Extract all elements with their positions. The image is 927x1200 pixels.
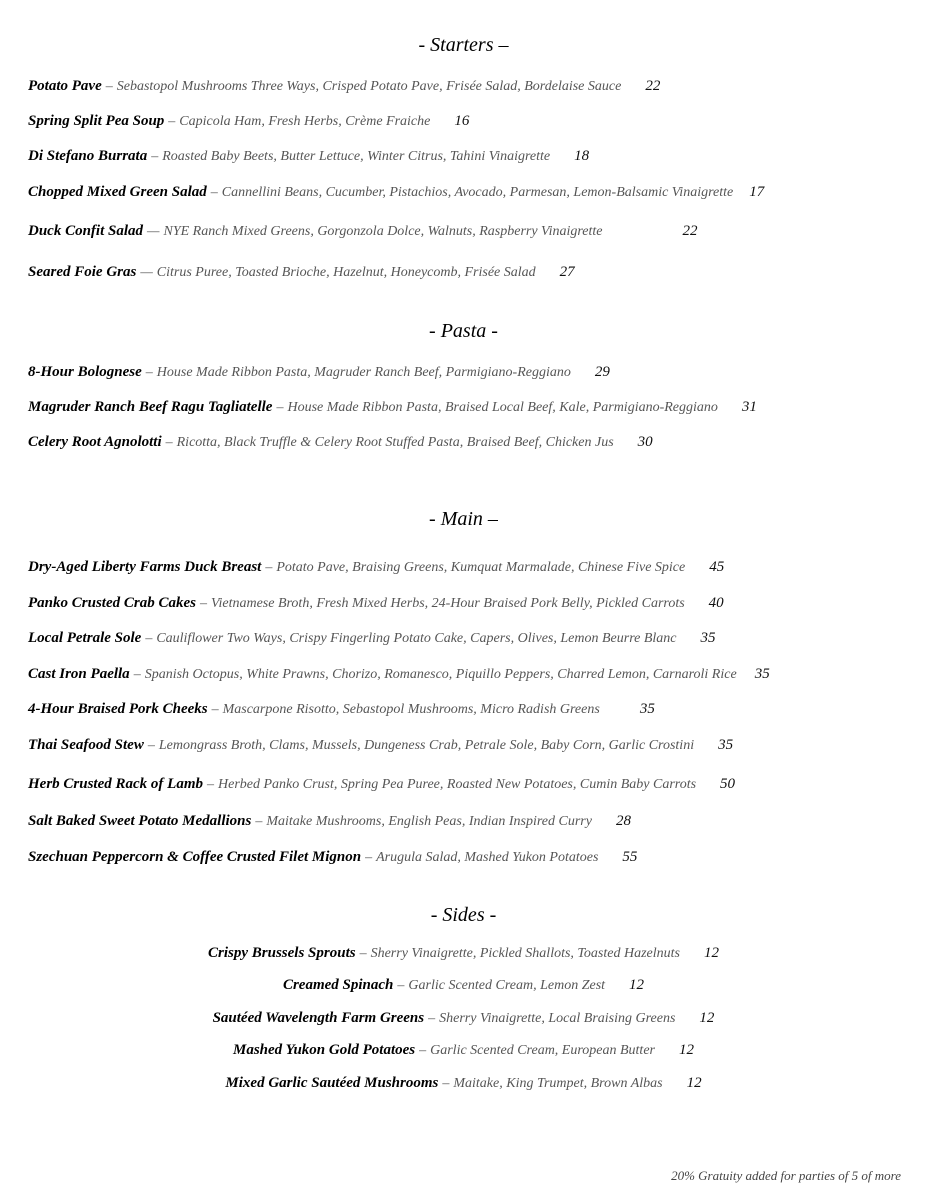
menu-item (28, 110, 469, 130)
item-description: Cauliflower Two Ways, Crispy Fingerling Potato Cake, Capers, Olives, Lemon Beurre Blanc (156, 631, 677, 646)
item-description: NYE Ranch Mixed Greens, Gorgonzola Dolce, Walnuts, Raspberry Vinaigrette (163, 224, 603, 239)
item-separator: – (133, 667, 141, 682)
item-name: Mashed Yukon Gold Potatoes (233, 1042, 416, 1058)
item-name: Herb Crusted Rack of Lamb (28, 776, 203, 792)
item-name: Szechuan Peppercorn & Coffee Crusted Filet Mignon (28, 849, 362, 865)
item-description: Vietnamese Broth, Fresh Mixed Herbs, 24-Hour Braised Pork Belly, Pickled Carrots (210, 596, 685, 611)
item-price: 12 (686, 1075, 702, 1091)
menu-item (28, 773, 735, 793)
item-description: Mascarpone Risotto, Sebastopol Mushrooms, Micro Radish Greens (222, 702, 600, 717)
item-name: 4-Hour Braised Pork Cheeks (28, 701, 208, 717)
item-separator: – (105, 79, 113, 94)
menu-item (28, 145, 589, 165)
item-price: 28 (615, 813, 631, 829)
item-separator: – (442, 1076, 450, 1091)
item-name: Mixed Garlic Sautéed Mushrooms (225, 1075, 439, 1091)
item-price: 50 (720, 776, 736, 792)
item-separator: – (365, 850, 373, 865)
item-price: 55 (622, 849, 638, 865)
item-name: Celery Root Agnolotti (28, 434, 162, 450)
item-separator: – (199, 596, 207, 611)
item-separator: – (359, 946, 367, 961)
menu-item (28, 431, 653, 451)
item-name: Salt Baked Sweet Potato Medallions (28, 813, 252, 829)
gratuity-note: 20% Gratuity added for parties of 5 of more (671, 1168, 901, 1183)
item-description: Ricotta, Black Truffle & Celery Root Stuffed Pasta, Braised Beef, Chicken Jus (176, 435, 614, 450)
item-price: 27 (559, 264, 575, 280)
item-price: 31 (741, 399, 757, 415)
item-description: Sherry Vinaigrette, Local Braising Greens (439, 1011, 676, 1026)
item-description: Sebastopol Mushrooms Three Ways, Crisped Potato Pave, Frisée Salad, Bordelaise Sauce (116, 79, 622, 94)
item-description: Herbed Panko Crust, Spring Pea Puree, Roasted New Potatoes, Cumin Baby Carrots (218, 777, 697, 792)
item-description: Arugula Salad, Mashed Yukon Potatoes (376, 850, 599, 865)
item-price: 40 (708, 595, 724, 611)
item-separator: – (165, 435, 173, 450)
menu-item (28, 361, 610, 381)
item-price: 17 (749, 184, 765, 200)
menu-item (28, 396, 757, 416)
item-price: 35 (639, 701, 655, 717)
menu-item (0, 1075, 927, 1092)
item-separator: – (145, 365, 153, 380)
sides-heading: - Sides - (430, 904, 497, 926)
item-separator: — (140, 265, 153, 280)
menu-item (28, 75, 660, 95)
item-price: 12 (703, 945, 719, 961)
item-price: 35 (700, 630, 716, 646)
starters-heading: - Starters – (418, 34, 509, 56)
item-name: Di Stefano Burrata (28, 148, 148, 164)
item-description: Garlic Scented Cream, European Butter (430, 1043, 655, 1058)
item-price: 35 (754, 666, 770, 682)
item-name: Cast Iron Paella (28, 666, 130, 682)
item-price: 12 (679, 1042, 694, 1058)
item-separator: – (211, 702, 219, 717)
item-name: 8-Hour Bolognese (28, 364, 142, 380)
item-name: Thai Seafood Stew (28, 737, 144, 753)
item-name: Crispy Brussels Sprouts (208, 945, 356, 961)
item-separator: – (265, 560, 273, 575)
item-description: Cannellini Beans, Cucumber, Pistachios, Avocado, Parmesan, Lemon-Balsamic Vinaigrette (221, 185, 734, 200)
item-separator: – (207, 777, 214, 792)
item-separator: – (255, 814, 263, 829)
menu-item (28, 698, 655, 718)
item-name: Magruder Ranch Beef Ragu Tagliatelle (28, 399, 273, 415)
item-price: 12 (699, 1010, 715, 1026)
item-price: 30 (637, 434, 653, 450)
item-price: 35 (718, 737, 734, 753)
item-description: Maitake Mushrooms, English Peas, Indian Inspired Curry (266, 814, 592, 829)
item-separator: – (147, 738, 155, 753)
item-separator: – (397, 978, 405, 993)
menu-item (28, 663, 770, 683)
item-price: 16 (454, 113, 470, 129)
item-description: Garlic Scented Cream, Lemon Zest (408, 978, 606, 993)
item-separator: – (145, 631, 153, 646)
item-separator: – (210, 185, 218, 200)
item-separator: – (276, 400, 284, 415)
menu-item (28, 220, 697, 240)
item-name: Creamed Spinach (282, 977, 394, 993)
item-description: Capicola Ham, Fresh Herbs, Crème Fraiche (179, 114, 431, 129)
menu-item (0, 945, 927, 962)
item-name: Potato Pave (28, 78, 102, 94)
item-name: Seared Foie Gras (28, 264, 137, 280)
item-price: 18 (574, 148, 590, 164)
item-name: Sautéed Wavelength Farm Greens (212, 1010, 425, 1026)
item-name: Spring Split Pea Soup (28, 113, 165, 129)
item-name: Local Petrale Sole (28, 630, 142, 646)
item-name: Duck Confit Salad (28, 223, 144, 239)
menu-item (28, 734, 733, 754)
menu-item (28, 181, 764, 201)
item-separator: – (428, 1011, 436, 1026)
item-description: Maitake, King Trumpet, Brown Albas (453, 1076, 663, 1091)
item-price: 22 (645, 78, 661, 94)
item-name: Panko Crusted Crab Cakes (28, 595, 196, 611)
item-description: House Made Ribbon Pasta, Braised Local Beef, Kale, Parmigiano-Reggiano (287, 400, 718, 415)
item-price: 45 (709, 559, 725, 575)
menu-item (0, 1042, 927, 1059)
item-name: Chopped Mixed Green Salad (28, 184, 207, 200)
menu-item (28, 592, 724, 612)
item-separator: – (419, 1043, 427, 1058)
item-price: 29 (594, 364, 610, 380)
item-price: 22 (682, 223, 698, 239)
item-description: Potato Pave, Braising Greens, Kumquat Marmalade, Chinese Five Spice (276, 560, 686, 575)
menu-item (28, 556, 724, 576)
main-heading: - Main – (429, 508, 498, 530)
menu-item (0, 1010, 927, 1027)
item-description: Citrus Puree, Toasted Brioche, Hazelnut, Honeycomb, Frisée Salad (156, 265, 536, 280)
item-price: 12 (629, 977, 645, 993)
menu-item (28, 846, 637, 866)
menu-item (28, 810, 631, 830)
menu-item (0, 977, 927, 994)
item-description: Roasted Baby Beets, Butter Lettuce, Winter Citrus, Tahini Vinaigrette (162, 149, 551, 164)
pasta-heading: - Pasta - (429, 320, 498, 342)
item-description: House Made Ribbon Pasta, Magruder Ranch Beef, Parmigiano-Reggiano (156, 365, 571, 380)
item-description: Spanish Octopus, White Prawns, Chorizo, Romanesco, Piquillo Peppers, Charred Lemon, Carnaroli Rice (144, 667, 737, 682)
menu-item (28, 627, 716, 647)
menu-item (28, 261, 575, 281)
item-description: Sherry Vinaigrette, Pickled Shallots, Toasted Hazelnuts (370, 946, 680, 961)
item-separator: – (151, 149, 159, 164)
item-separator: – (168, 114, 176, 129)
item-description: Lemongrass Broth, Clams, Mussels, Dungeness Crab, Petrale Sole, Baby Corn, Garlic Crostini (158, 738, 695, 753)
item-separator: — (147, 224, 160, 239)
item-name: Dry-Aged Liberty Farms Duck Breast (28, 559, 262, 575)
